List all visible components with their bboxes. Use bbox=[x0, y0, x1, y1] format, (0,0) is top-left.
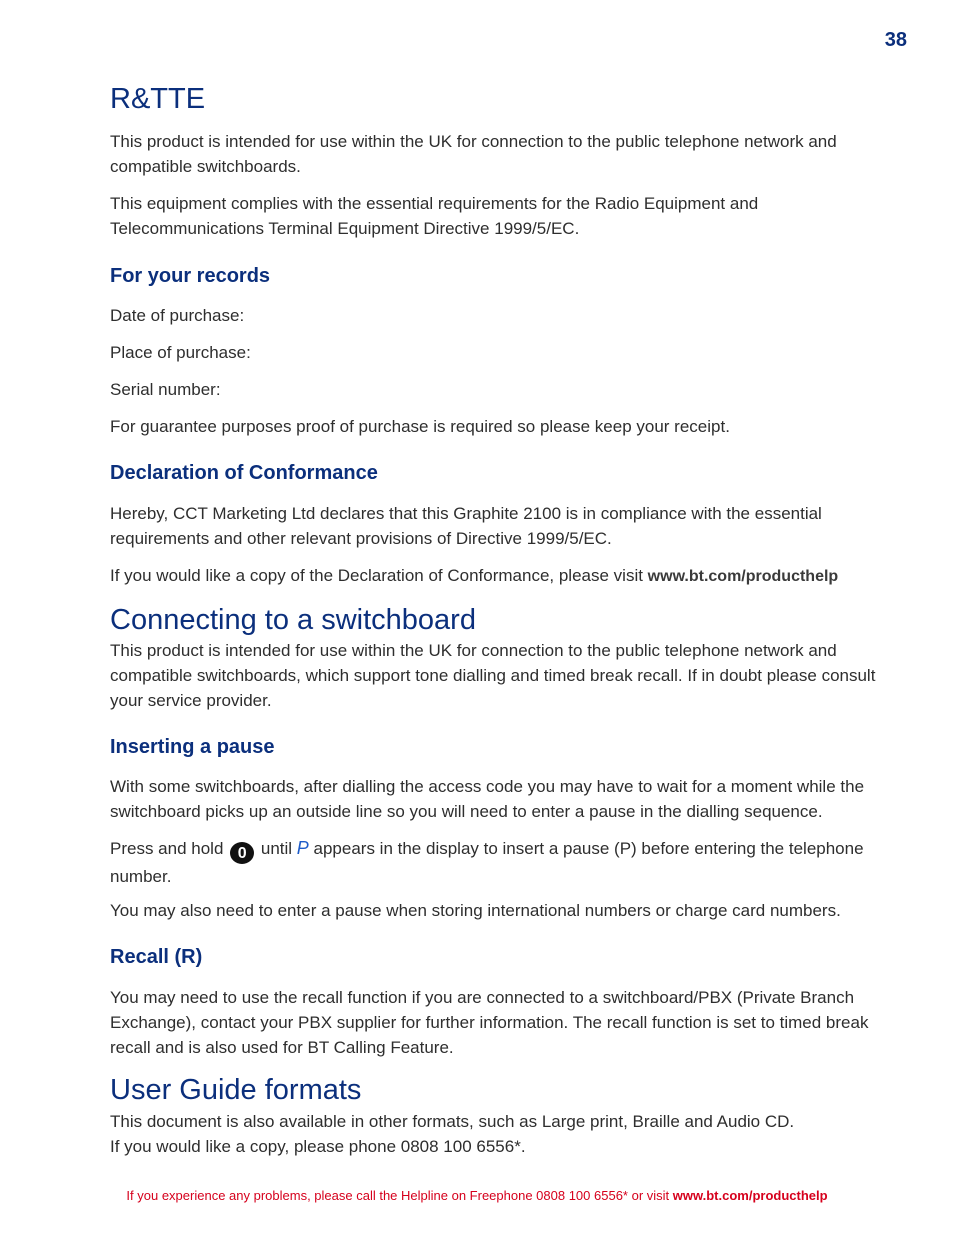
records-heading: For your records bbox=[110, 265, 271, 287]
rtte-paragraph-2: This equipment complies with the essential requirements for the Radio Equipment and Telecommunications Terminal Equipment Directive 1999/5/EC. bbox=[110, 194, 759, 238]
formats-heading: User Guide formats bbox=[110, 1074, 362, 1106]
press-hold-text: Press and hold bbox=[110, 839, 229, 858]
pause-paragraph-2 bbox=[110, 836, 880, 889]
helpline-footer bbox=[0, 1188, 954, 1203]
recall-heading: Recall (R) bbox=[110, 946, 203, 968]
switchboard-heading: Connecting to a switchboard bbox=[110, 604, 476, 636]
place-of-purchase-label: Place of purchase: bbox=[110, 343, 251, 362]
guarantee-note: For guarantee purposes proof of purchase is required so please keep your receipt. bbox=[110, 417, 730, 436]
page-number: 38 bbox=[884, 29, 907, 51]
pause-heading: Inserting a pause bbox=[110, 736, 275, 758]
formats-line-2: If you would like a copy, please phone 0808 100 6556*. bbox=[110, 1137, 526, 1156]
formats-line-1: This document is also available in other formats, such as Large print, Braille and Audio CD. bbox=[110, 1112, 795, 1131]
declaration-visit-text: If you would like a copy of the Declaration of Conformance, please visit bbox=[110, 566, 648, 585]
footer-text: If you experience any problems, please call the Helpline on Freephone 0808 100 6556* or visit bbox=[126, 1188, 673, 1203]
recall-paragraph: You may need to use the recall function if you are connected to a switchboard/PBX (Private Branch Exchange), contact your PBX supplier for further information. The recall function is set to timed break recall and is also used for BT Calling Feature. bbox=[110, 988, 869, 1057]
appears-text: appears in the display to insert a pause (P) before entering the telephone number. bbox=[110, 839, 864, 886]
serial-number-label: Serial number: bbox=[110, 380, 221, 399]
zero-key-icon: 0 bbox=[230, 842, 254, 864]
declaration-paragraph-2 bbox=[110, 563, 880, 589]
declaration-heading: Declaration of Conformance bbox=[110, 462, 378, 484]
pause-paragraph-3: You may also need to enter a pause when storing international numbers or charge card numbers. bbox=[110, 901, 841, 920]
date-of-purchase-label: Date of purchase: bbox=[110, 306, 245, 325]
rtte-heading: R&TTE bbox=[110, 83, 206, 115]
producthelp-link[interactable]: www.bt.com/producthelp bbox=[647, 568, 839, 585]
declaration-paragraph-1: Hereby, CCT Marketing Ltd declares that this Graphite 2100 is in compliance with the essential requirements and other relevant provisions of Directive 1999/5/EC. bbox=[110, 504, 822, 548]
rtte-paragraph-1: This product is intended for use within the UK for connection to the public telephone network and compatible switchboards. bbox=[110, 132, 837, 176]
pause-paragraph-1: With some switchboards, after dialling the access code you may have to wait for a moment while the switchboard picks up an outside line so you will need to enter a pause in the dialling sequence. bbox=[110, 777, 865, 821]
switchboard-paragraph: This product is intended for use within the UK for connection to the public telephone network and compatible switchboards, which support tone dialling and timed break recall. If in doubt please consult your service provider. bbox=[110, 641, 876, 710]
until-text: until bbox=[256, 839, 297, 858]
footer-producthelp-link[interactable]: www.bt.com/producthelp bbox=[672, 1188, 828, 1203]
pause-display-icon: P bbox=[296, 838, 309, 858]
